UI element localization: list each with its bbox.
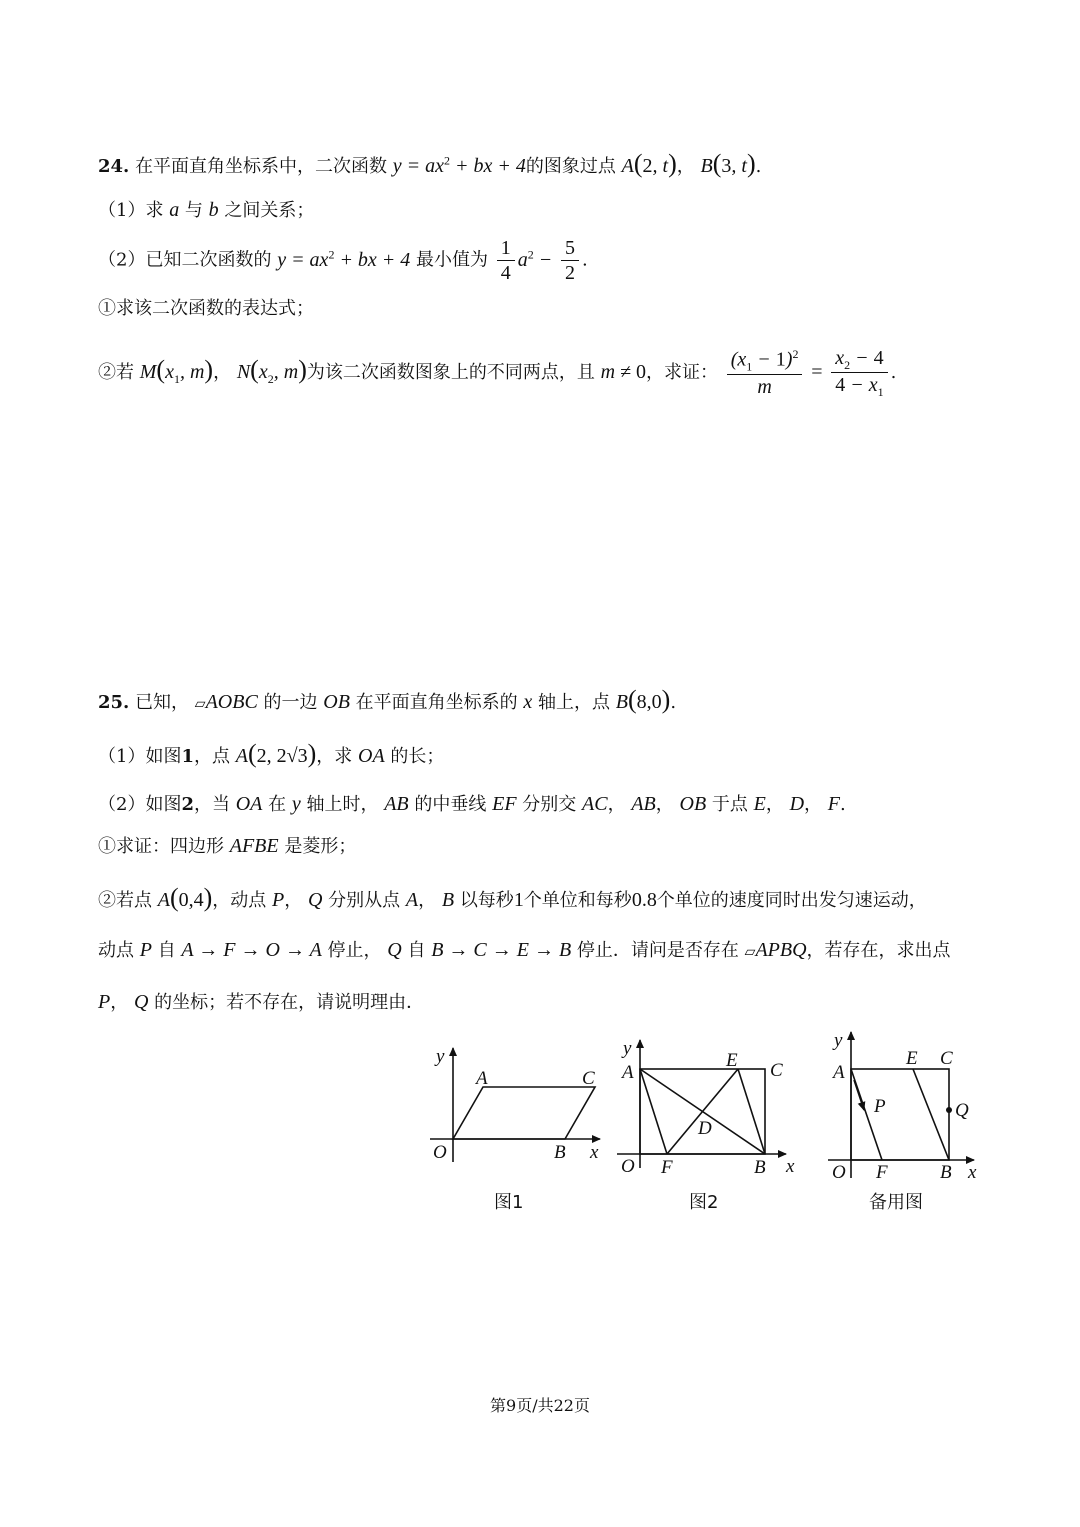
q25-path-p: A → F → O → A	[181, 939, 322, 961]
fig2-label-c: C	[770, 1060, 783, 1081]
fig3-arrow-p	[854, 1080, 864, 1110]
q25-number: 25.	[98, 692, 130, 713]
fig2-segment-ef	[667, 1069, 738, 1154]
fig2-label-b: B	[754, 1157, 766, 1178]
fig3-caption: 备用图	[869, 1192, 923, 1213]
q25-parallelogram: ▱AOBC	[194, 691, 258, 713]
q25-statement: 25. 已知， ▱AOBC 的一边 OB 在平面直角坐标系的 x 轴上，点 B(8,0).	[98, 685, 677, 714]
fig3-segment-eb	[913, 1069, 949, 1160]
fig1-parallelogram	[453, 1087, 595, 1139]
q24-sub2: ②若 $M(x_1$, m)， $N(x_2$, m)为该二次函数图象上的不同两点，且 m ≠ 0，求证： $\frac{(x_1 - 1)^2}{m}$ = $\frac{x_2 - 4}{4 - x_1}$ .	[98, 346, 897, 400]
figure-2	[617, 1040, 786, 1168]
fig3-label-c: C	[940, 1048, 953, 1069]
fig2-label-f: F	[661, 1157, 673, 1178]
q24-point-b: B(3, t)	[700, 149, 756, 178]
page-footer: 第9页/共22页	[490, 1396, 590, 1415]
q24-sub1: ①求该二次函数的表达式；	[98, 298, 314, 319]
fig1-label-y: y	[436, 1046, 445, 1067]
q24-point-n: $N(x_2$, m)	[236, 354, 307, 386]
fig2-label-e: E	[726, 1050, 738, 1071]
q25-sub1: ①求证：四边形 AFBE 是菱形；	[98, 835, 357, 857]
fig1-caption: 图1	[494, 1192, 524, 1213]
fig2-label-x: x	[786, 1156, 795, 1177]
fig3-label-f: F	[876, 1162, 888, 1183]
q25-path-q: B → C → E → B	[431, 939, 572, 961]
fig3-label-e: E	[906, 1048, 918, 1069]
fig2-label-d: D	[698, 1118, 712, 1139]
q24-min-frac2: $\frac{5}{2}$	[561, 236, 579, 285]
q25-sub2-line2: 动点 P 自 A → F → O → A 停止， Q 自 B → C → E → B 停止．请问是否存在 ▱APBQ，若存在，求出点	[98, 939, 951, 961]
q25-sub2-line3: P， Q 的坐标；若不存在，请说明理由．	[98, 991, 425, 1013]
fig3-label-q: Q	[955, 1100, 969, 1121]
q24-min-frac1: $\frac{1}{4}$	[497, 236, 515, 285]
fig1-label-x: x	[590, 1142, 599, 1163]
q24-proof-lhs: $\frac{(x_1 - 1)^2}{m}$	[727, 347, 803, 399]
q24-number: 24.	[98, 156, 130, 177]
fig2-label-a: A	[622, 1062, 634, 1083]
fig1-label-o: O	[433, 1142, 447, 1163]
q24-part1: （1）求 a 与 b 之间关系；	[98, 199, 315, 221]
fig3-label-x: x	[968, 1162, 977, 1183]
figure-1	[430, 1048, 600, 1162]
fig2-label-o: O	[621, 1156, 635, 1177]
q25-point-a: A(2, 2√3)	[235, 739, 317, 768]
q24-statement: 24. 在平面直角坐标系中，二次函数 $y = ax^2$ + bx + 4的图象过点 A(2, t)， B(3, t).	[98, 149, 762, 178]
fig2-segment-eb	[738, 1069, 765, 1154]
fig1-label-b: B	[554, 1142, 566, 1163]
fig2-label-y: y	[623, 1038, 632, 1059]
fig2-segment-af	[640, 1069, 667, 1154]
fig3-label-b: B	[940, 1162, 952, 1183]
q24-proof-rhs: $\frac{x_2 - 4}{4 - x_1}$	[831, 346, 887, 400]
q25-point-b: B(8,0)	[615, 685, 671, 714]
fig1-label-c: C	[582, 1068, 595, 1089]
fig1-label-a: A	[476, 1068, 488, 1089]
fig2-caption: 图2	[689, 1192, 719, 1213]
fig3-label-p: P	[874, 1096, 886, 1117]
q24-point-a: A(2, t)	[621, 149, 677, 178]
fig3-label-a: A	[833, 1062, 845, 1083]
q25-part1: （1）如图1，点 A(2, 2√3)，求 OA 的长；	[98, 739, 445, 768]
q24-function: $y = ax^2$ + bx + 4	[392, 153, 526, 177]
fig3-label-o: O	[832, 1162, 846, 1183]
fig3-label-y: y	[834, 1030, 843, 1051]
q25-part2: （2）如图2，当 OA 在 y 轴上时， AB 的中垂线 EF 分别交 AC， AB， OB 于点 E， D， F.	[98, 793, 846, 815]
q24-part2: （2）已知二次函数的 $y = ax^2$ + bx + 4 最小值为 $\frac{1}{4}$ $a^2$ − $\frac{5}{2}$ .	[98, 237, 588, 284]
q24-point-m: $M(x_1$, m)	[139, 354, 214, 386]
fig3-point-q	[946, 1107, 952, 1113]
q25-sub2-line1: ②若点 A(0,4)，动点 P， Q 分别从点 A， B 以每秒1个单位和每秒0.8个单位的速度同时出发匀速运动，	[98, 883, 927, 912]
